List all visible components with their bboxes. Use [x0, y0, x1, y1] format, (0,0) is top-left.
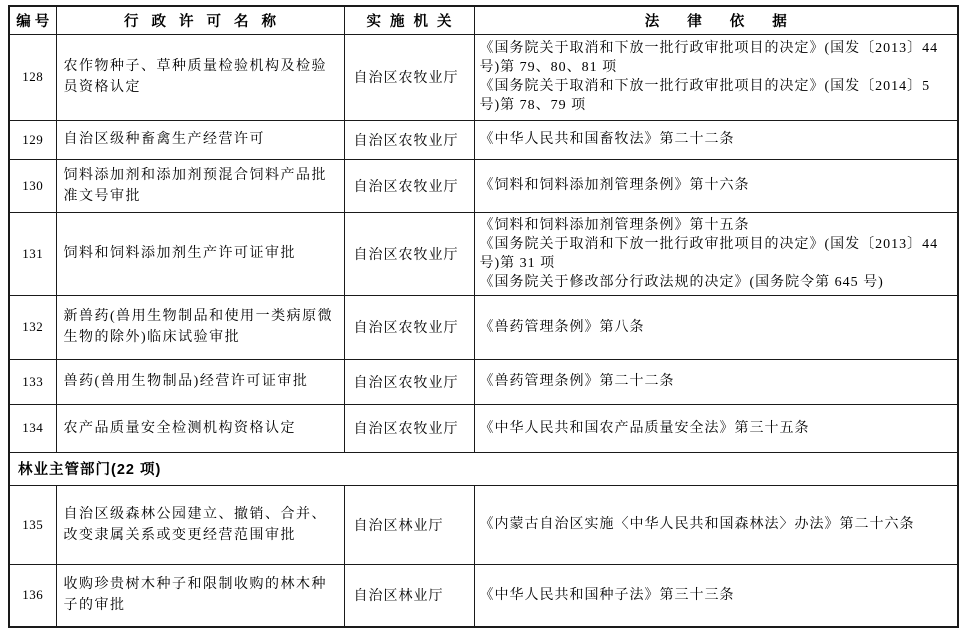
legal-basis-entry: 《内蒙古自治区实施〈中华人民共和国森林法〉办法》第二十六条: [479, 517, 915, 532]
table-header-row: [9, 6, 958, 34]
legal-basis-entry: 《饲料和饲料添加剂管理条例》第十五条: [479, 217, 750, 233]
legal-basis-cell: [474, 359, 958, 404]
table-row: [9, 404, 958, 452]
table-row: [9, 359, 958, 404]
row-id-cell: 128: [9, 34, 56, 120]
legal-basis-entry: 《国务院关于修改部分行政法规的决定》(国务院令第 645 号): [479, 274, 884, 290]
col-header-permit-name: 行政许可名称: [56, 6, 344, 34]
permit-name-cell: 农作物种子、草种质量检验机构及检验员资格认定: [56, 34, 344, 120]
agency-cell: 自治区农牧业厅: [344, 120, 474, 159]
section-header-row: [9, 452, 958, 485]
table-row: [9, 120, 958, 159]
row-id-cell: 131: [9, 212, 56, 295]
legal-basis-cell: [474, 34, 958, 120]
table-row: [9, 159, 958, 212]
legal-basis-cell: [474, 159, 958, 212]
agency-cell: 自治区农牧业厅: [344, 34, 474, 120]
legal-basis-entry: 《饲料和饲料添加剂管理条例》第十六条: [479, 178, 750, 193]
table-row: [9, 295, 958, 359]
permit-name-cell: 兽药(兽用生物制品)经营许可证审批: [56, 359, 344, 404]
legal-basis-entry: 《中华人民共和国种子法》第三十三条: [479, 587, 735, 603]
col-header-legal-basis: 法律依据: [474, 6, 958, 34]
agency-cell: 自治区农牧业厅: [344, 295, 474, 359]
row-id-cell: 130: [9, 159, 56, 212]
agency-cell: 自治区农牧业厅: [344, 212, 474, 295]
permit-name-cell: 农产品质量安全检测机构资格认定: [56, 404, 344, 452]
agency-cell: 自治区林业厅: [344, 564, 474, 627]
row-id-cell: 134: [9, 404, 56, 452]
legal-basis-cell: [474, 295, 958, 359]
row-id-cell: 136: [9, 564, 56, 627]
row-id-cell: 133: [9, 359, 56, 404]
row-id-cell: 135: [9, 485, 56, 564]
legal-basis-entry: 《国务院关于取消和下放一批行政审批项目的决定》(国发〔2014〕5 号)第 78、79 项: [479, 79, 931, 113]
col-header-agency: 实施机关: [344, 6, 474, 34]
legal-basis-entry: 《兽药管理条例》第八条: [479, 319, 645, 335]
document-page: [0, 5, 966, 631]
permit-name-cell: 新兽药(兽用生物制品和使用一类病原微生物的除外)临床试验审批: [56, 295, 344, 359]
administrative-permit-table: [8, 5, 959, 628]
legal-basis-entry: 《中华人民共和国畜牧法》第二十二条: [479, 132, 735, 147]
table-body: [9, 34, 958, 627]
table-row: [9, 485, 958, 564]
permit-name-cell: 收购珍贵树木种子和限制收购的林木种子的审批: [56, 564, 344, 627]
permit-name-cell: 饲料和饲料添加剂生产许可证审批: [56, 212, 344, 295]
legal-basis-cell: [474, 212, 958, 295]
legal-basis-entry: 《中华人民共和国农产品质量安全法》第三十五条: [479, 420, 810, 436]
agency-cell: 自治区农牧业厅: [344, 159, 474, 212]
legal-basis-entry: 《兽药管理条例》第二十二条: [479, 374, 675, 389]
agency-cell: 自治区农牧业厅: [344, 404, 474, 452]
permit-name-cell: 自治区级森林公园建立、撤销、合并、改变隶属关系或变更经营范围审批: [56, 485, 344, 564]
permit-name-cell: 自治区级种畜禽生产经营许可: [56, 120, 344, 159]
legal-basis-cell: [474, 564, 958, 627]
table-row: [9, 564, 958, 627]
legal-basis-cell: [474, 120, 958, 159]
agency-cell: 自治区林业厅: [344, 485, 474, 564]
legal-basis-entry: 《国务院关于取消和下放一批行政审批项目的决定》(国发〔2013〕44 号)第 79、80、81 项: [479, 41, 939, 75]
col-header-id: 编号: [9, 6, 56, 34]
legal-basis-entry: 《国务院关于取消和下放一批行政审批项目的决定》(国发〔2013〕44 号)第 31 项: [479, 236, 939, 271]
row-id-cell: 132: [9, 295, 56, 359]
section-header-label: 林业主管部门(22 项): [9, 452, 958, 485]
agency-cell: 自治区农牧业厅: [344, 359, 474, 404]
permit-name-cell: 饲料添加剂和添加剂预混合饲料产品批准文号审批: [56, 159, 344, 212]
row-id-cell: 129: [9, 120, 56, 159]
legal-basis-cell: [474, 404, 958, 452]
table-row: [9, 212, 958, 295]
table-row: [9, 34, 958, 120]
legal-basis-cell: [474, 485, 958, 564]
